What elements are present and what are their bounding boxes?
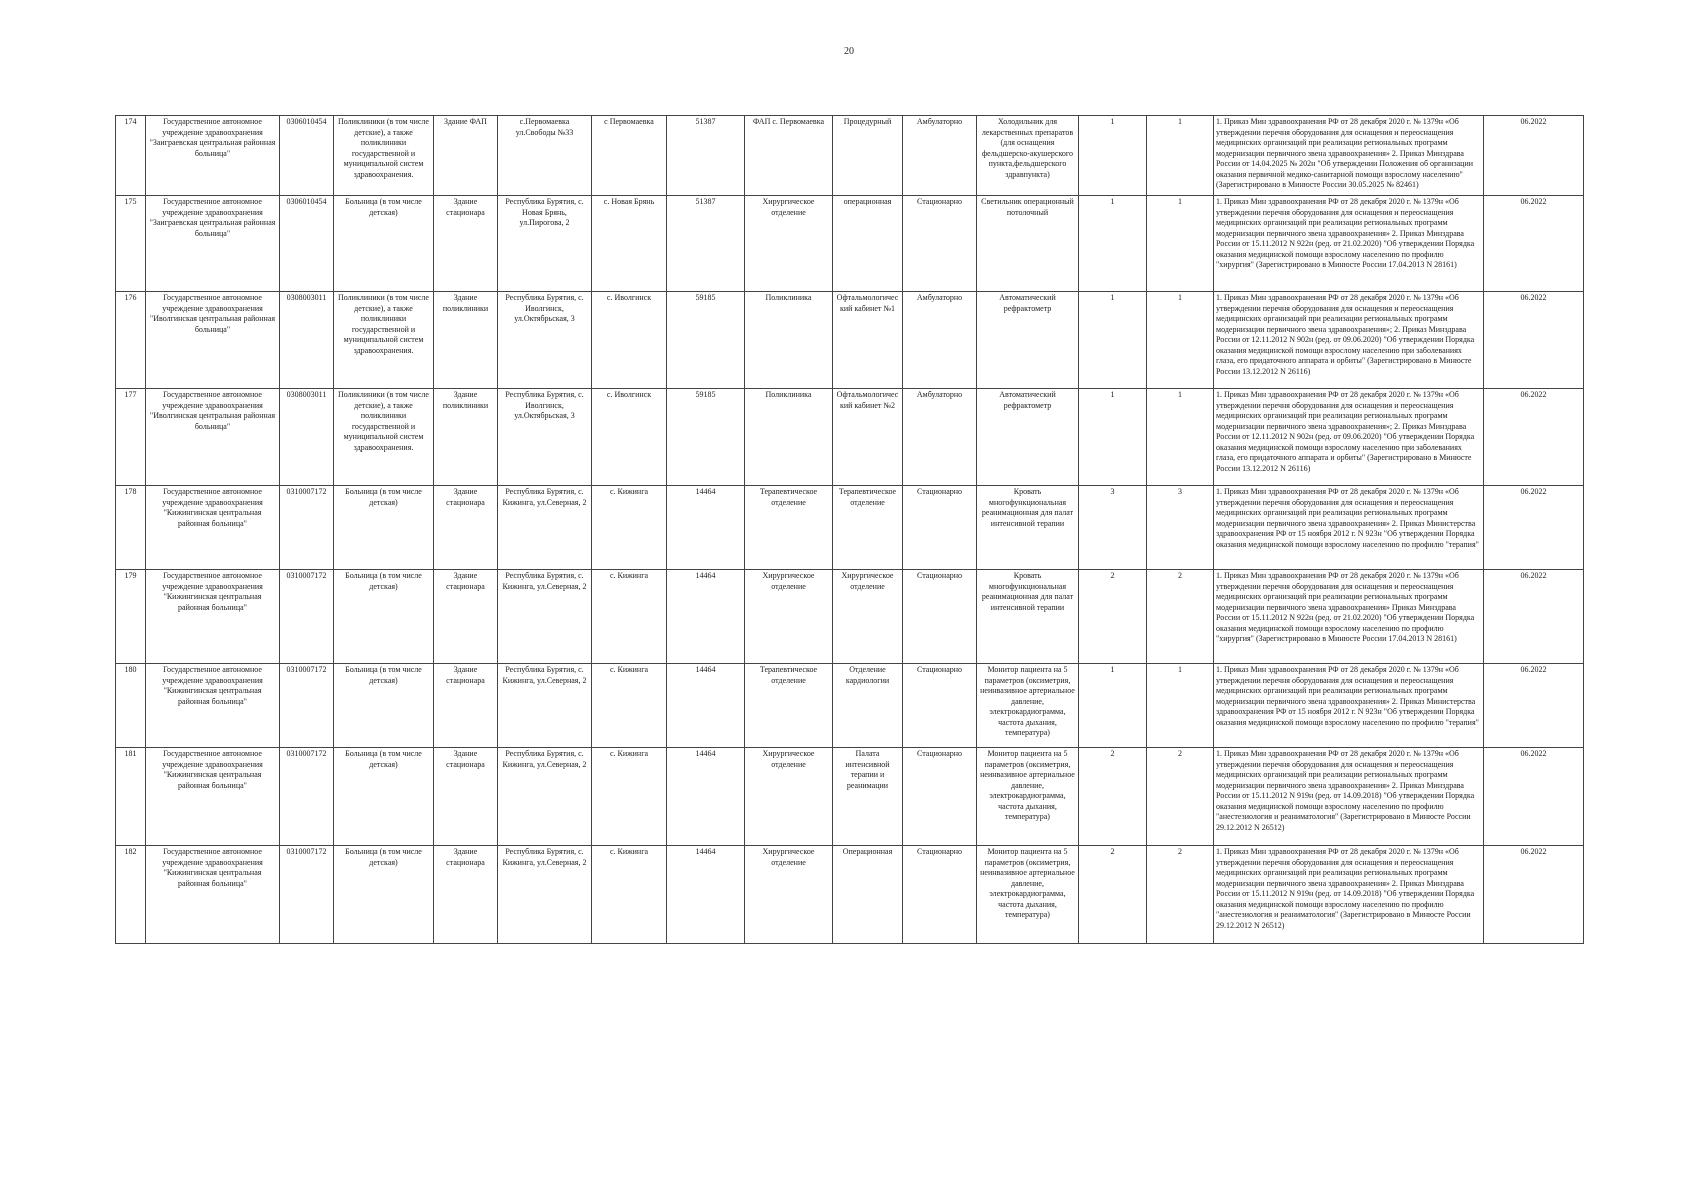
building-cell: Здание стационара: [434, 196, 498, 292]
date-cell: 06.2022: [1484, 486, 1584, 570]
date-cell: 06.2022: [1484, 116, 1584, 196]
quantity-total-cell: 2: [1147, 570, 1214, 664]
building-cell: Здание поликлиники: [434, 292, 498, 389]
division-cell: Хирургическое отделение: [745, 846, 833, 944]
facility-type-cell: Больница (в том числе детская): [334, 748, 434, 846]
address-cell: Республика Бурятия, с. Кижинга, ул.Северная, 2: [498, 570, 592, 664]
row-number-cell: 179: [116, 570, 146, 664]
date-cell: 06.2022: [1484, 292, 1584, 389]
facility-type-cell: Больница (в том числе детская): [334, 664, 434, 748]
table-row: [116, 846, 1584, 944]
quantity-total-cell: 1: [1147, 664, 1214, 748]
equipment-cell: Монитор пациента на 5 параметров (оксиметрия, неинвазивное артериальное давление, электрокардиограмма, частота дыхания, температура): [977, 846, 1079, 944]
quantity-cell: 1: [1079, 116, 1147, 196]
org-code-cell: 0310007172: [280, 486, 334, 570]
facility-type-cell: Поликлиники (в том числе детские), а также поликлиники государственной и муниципальной систем здравоохранения.: [334, 292, 434, 389]
quantity-cell: 1: [1079, 196, 1147, 292]
organization-cell: Государственное автономное учреждение здравоохранения "Заиграевская центральная районная больница": [146, 196, 280, 292]
unit-cell: Офтальмологический кабинет №1: [833, 292, 903, 389]
division-cell: Терапевтическое отделение: [745, 486, 833, 570]
org-code-cell: 0308003011: [280, 292, 334, 389]
facility-type-cell: Поликлиники (в том числе детские), а также поликлиники государственной и муниципальной систем здравоохранения.: [334, 116, 434, 196]
address-cell: Республика Бурятия, с. Новая Брянь, ул.Пирогова, 2: [498, 196, 592, 292]
oktmo-code-cell: 59185: [667, 292, 745, 389]
legal-basis-cell: 1. Приказ Мин здравоохранения РФ от 28 декабря 2020 г. № 1379н «Об утверждении перечня оборудования для оснащения и переоснащения медицинских организаций при реализации региональных программ модернизации первичного звена здравоохранения» 2. Приказ Министерства здравоохранения РФ от 15 ноября 2012 г. N 923н "Об утверждении Порядка оказания медицинской помощи взрослому населению по профилю "терапия": [1214, 664, 1484, 748]
date-cell: 06.2022: [1484, 196, 1584, 292]
row-number-cell: 176: [116, 292, 146, 389]
table-row: [116, 748, 1584, 846]
oktmo-code-cell: 59185: [667, 389, 745, 486]
organization-cell: Государственное автономное учреждение здравоохранения "Кижингинская центральная районная больница": [146, 748, 280, 846]
organization-cell: Государственное автономное учреждение здравоохранения "Кижингинская центральная районная больница": [146, 486, 280, 570]
building-cell: Здание стационара: [434, 846, 498, 944]
date-cell: 06.2022: [1484, 846, 1584, 944]
locality-cell: с. Кижинга: [592, 748, 667, 846]
org-code-cell: 0306010454: [280, 196, 334, 292]
address-cell: с.Первомаевка ул.Свободы №33: [498, 116, 592, 196]
oktmo-code-cell: 14464: [667, 846, 745, 944]
address-cell: Республика Бурятия, с. Иволгинск, ул.Октябрьская, 3: [498, 292, 592, 389]
organization-cell: Государственное автономное учреждение здравоохранения "Иволгинская центральная районная больница": [146, 389, 280, 486]
equipment-cell: Кровать многофункциональная реанимационная для палат интенсивной терапии: [977, 570, 1079, 664]
legal-basis-cell: 1. Приказ Мин здравоохранения РФ от 28 декабря 2020 г. № 1379н «Об утверждении перечня оборудования для оснащения и переоснащения медицинских организаций при реализации региональных программ модернизации первичного звена здравоохранения» 2. Приказ Минздрава России от 15.11.2012 N 922н (ред. от 21.02.2020) "Об утверждении Порядка оказания медицинской помощи взрослому населению по профилю "хирургия" (Зарегистрировано в Минюсте России 17.04.2013 N 28161): [1214, 196, 1484, 292]
row-number-cell: 174: [116, 116, 146, 196]
quantity-total-cell: 1: [1147, 292, 1214, 389]
quantity-total-cell: 1: [1147, 116, 1214, 196]
quantity-cell: 1: [1079, 389, 1147, 486]
legal-basis-cell: 1. Приказ Мин здравоохранения РФ от 28 декабря 2020 г. № 1379н «Об утверждении перечня оборудования для оснащения и переоснащения медицинских организаций при реализации региональных программ модернизации первичного звена здравоохранения» Приказ Минздрава России от 15.11.2012 N 922н (ред. от 21.02.2020) "Об утверждении Порядка оказания медицинской помощи взрослому населению по профилю "хирургия" (Зарегистрировано в Минюсте России 17.04.2013 N 28161): [1214, 570, 1484, 664]
quantity-cell: 2: [1079, 846, 1147, 944]
locality-cell: с. Кижинга: [592, 664, 667, 748]
quantity-total-cell: 2: [1147, 846, 1214, 944]
facility-type-cell: Больница (в том числе детская): [334, 570, 434, 664]
division-cell: Терапевтическое отделение: [745, 664, 833, 748]
legal-basis-cell: 1. Приказ Мин здравоохранения РФ от 28 декабря 2020 г. № 1379н «Об утверждении перечня оборудования для оснащения и переоснащения медицинских организаций при реализации региональных программ модернизации первичного звена здравоохранения» 2. Приказ Минздрава России от 15.11.2012 N 919н (ред. от 14.09.2018) "Об утверждении Порядка оказания медицинской помощи взрослому населению по профилю "анестезиология и реаниматология" (Зарегистрировано в Минюсте России 29.12.2012 N 26512): [1214, 846, 1484, 944]
org-code-cell: 0308003011: [280, 389, 334, 486]
org-code-cell: 0310007172: [280, 664, 334, 748]
division-cell: Поликлиника: [745, 292, 833, 389]
unit-cell: операционная: [833, 196, 903, 292]
table-row: [116, 486, 1584, 570]
care-form-cell: Амбулаторно: [903, 116, 977, 196]
org-code-cell: 0306010454: [280, 116, 334, 196]
facility-type-cell: Больница (в том числе детская): [334, 846, 434, 944]
quantity-total-cell: 1: [1147, 196, 1214, 292]
facility-type-cell: Больница (в том числе детская): [334, 196, 434, 292]
equipment-cell: Холодильник для лекарственных препаратов (для оснащения фельдшерско-акушерского пункта,фельдшерского здравпункта): [977, 116, 1079, 196]
care-form-cell: Амбулаторно: [903, 292, 977, 389]
building-cell: Здание стационара: [434, 664, 498, 748]
unit-cell: Отделение кардиологии: [833, 664, 903, 748]
oktmo-code-cell: 51387: [667, 196, 745, 292]
organization-cell: Государственное автономное учреждение здравоохранения "Кижингинская центральная районная больница": [146, 664, 280, 748]
equipment-cell: Светильник операционный потолочный: [977, 196, 1079, 292]
locality-cell: с. Иволгинск: [592, 292, 667, 389]
locality-cell: с Первомаевка: [592, 116, 667, 196]
care-form-cell: Стационарно: [903, 748, 977, 846]
unit-cell: Палата интенсивной терапии и реанимации: [833, 748, 903, 846]
equipment-cell: Монитор пациента на 5 параметров (оксиметрия, неинвазивное артериальное давление, электрокардиограмма, частота дыхания, температура): [977, 748, 1079, 846]
equipment-cell: Кровать многофункциональная реанимационная для палат интенсивной терапии: [977, 486, 1079, 570]
care-form-cell: Стационарно: [903, 486, 977, 570]
address-cell: Республика Бурятия, с. Кижинга, ул.Северная, 2: [498, 486, 592, 570]
locality-cell: с. Кижинга: [592, 846, 667, 944]
care-form-cell: Стационарно: [903, 196, 977, 292]
quantity-cell: 1: [1079, 292, 1147, 389]
table-row: [116, 292, 1584, 389]
quantity-cell: 3: [1079, 486, 1147, 570]
care-form-cell: Стационарно: [903, 570, 977, 664]
equipment-registry-table: [115, 115, 1584, 944]
division-cell: Хирургическое отделение: [745, 748, 833, 846]
org-code-cell: 0310007172: [280, 846, 334, 944]
care-form-cell: Стационарно: [903, 664, 977, 748]
oktmo-code-cell: 14464: [667, 570, 745, 664]
division-cell: ФАП с. Первомаевка: [745, 116, 833, 196]
table-row: [116, 570, 1584, 664]
organization-cell: Государственное автономное учреждение здравоохранения "Заиграевская центральная районная больница": [146, 116, 280, 196]
row-number-cell: 178: [116, 486, 146, 570]
quantity-total-cell: 3: [1147, 486, 1214, 570]
address-cell: Республика Бурятия, с. Кижинга, ул.Северная, 2: [498, 846, 592, 944]
table-row: [116, 664, 1584, 748]
table-row: [116, 116, 1584, 196]
building-cell: Здание стационара: [434, 570, 498, 664]
unit-cell: Офтальмологический кабинет №2: [833, 389, 903, 486]
equipment-cell: Монитор пациента на 5 параметров (оксиметрия, неинвазивное артериальное давление, электрокардиограмма, частота дыхания, температура): [977, 664, 1079, 748]
legal-basis-cell: 1. Приказ Мин здравоохранения РФ от 28 декабря 2020 г. № 1379н «Об утверждении перечня оборудования для оснащения и переоснащения медицинских организаций при реализации региональных программ модернизации первичного звена здравоохранения» 2. Приказ Министерства здравоохранения РФ от 15 ноября 2012 г. N 923н "Об утверждении Порядка оказания медицинской помощи взрослому населению по профилю "терапия": [1214, 486, 1484, 570]
division-cell: Хирургическое отделение: [745, 570, 833, 664]
equipment-cell: Автоматический рефрактометр: [977, 389, 1079, 486]
facility-type-cell: Поликлиники (в том числе детские), а также поликлиники государственной и муниципальной систем здравоохранения.: [334, 389, 434, 486]
organization-cell: Государственное автономное учреждение здравоохранения "Иволгинская центральная районная больница": [146, 292, 280, 389]
building-cell: Здание стационара: [434, 748, 498, 846]
org-code-cell: 0310007172: [280, 748, 334, 846]
locality-cell: с. Кижинга: [592, 570, 667, 664]
row-number-cell: 182: [116, 846, 146, 944]
division-cell: Хирургическое отделение: [745, 196, 833, 292]
org-code-cell: 0310007172: [280, 570, 334, 664]
row-number-cell: 181: [116, 748, 146, 846]
address-cell: Республика Бурятия, с. Кижинга, ул.Северная, 2: [498, 664, 592, 748]
oktmo-code-cell: 14464: [667, 748, 745, 846]
legal-basis-cell: 1. Приказ Мин здравоохранения РФ от 28 декабря 2020 г. № 1379н «Об утверждении перечня оборудования для оснащения и переоснащения медицинских организаций при реализации региональных программ модернизации первичного звена здравоохранения» 2. Приказ Минздрава России от 15.11.2012 N 919н (ред. от 14.09.2018) "Об утверждении Порядка оказания медицинской помощи взрослому населению по профилю "анестезиология и реаниматология" (Зарегистрировано в Минюсте России 29.12.2012 N 26512): [1214, 748, 1484, 846]
building-cell: Здание стационара: [434, 486, 498, 570]
row-number-cell: 177: [116, 389, 146, 486]
facility-type-cell: Больница (в том числе детская): [334, 486, 434, 570]
legal-basis-cell: 1. Приказ Мин здравоохранения РФ от 28 декабря 2020 г. № 1379н «Об утверждении перечня оборудования для оснащения и переоснащения медицинских организаций при реализации региональных программ модернизации первичного звена здравоохранения» 2. Приказ Минздрава России от 14.04.2025 № 202н "Об утверждении Положения об организации оказания первичной медико-санитарной помощи взрослому населению" (Зарегистрировано в Минюсте России 30.05.2025 № 82461): [1214, 116, 1484, 196]
care-form-cell: Стационарно: [903, 846, 977, 944]
address-cell: Республика Бурятия, с. Иволгинск, ул.Октябрьская, 3: [498, 389, 592, 486]
building-cell: Здание поликлиники: [434, 389, 498, 486]
row-number-cell: 175: [116, 196, 146, 292]
date-cell: 06.2022: [1484, 748, 1584, 846]
page-number: 20: [844, 46, 854, 57]
quantity-cell: 1: [1079, 664, 1147, 748]
building-cell: Здание ФАП: [434, 116, 498, 196]
table-row: [116, 196, 1584, 292]
oktmo-code-cell: 14464: [667, 486, 745, 570]
row-number-cell: 180: [116, 664, 146, 748]
organization-cell: Государственное автономное учреждение здравоохранения "Кижингинская центральная районная больница": [146, 846, 280, 944]
equipment-cell: Автоматический рефрактометр: [977, 292, 1079, 389]
unit-cell: Операционная: [833, 846, 903, 944]
quantity-total-cell: 2: [1147, 748, 1214, 846]
division-cell: Поликлиника: [745, 389, 833, 486]
table-row: [116, 389, 1584, 486]
locality-cell: с. Кижинга: [592, 486, 667, 570]
quantity-cell: 2: [1079, 748, 1147, 846]
oktmo-code-cell: 14464: [667, 664, 745, 748]
legal-basis-cell: 1. Приказ Мин здравоохранения РФ от 28 декабря 2020 г. № 1379н «Об утверждении перечня оборудования для оснащения и переоснащения медицинских организаций при реализации региональных программ модернизации первичного звена здравоохранения»; 2. Приказ Минздрава России от 12.11.2012 N 902н (ред. от 09.06.2020) "Об утверждении Порядка оказания медицинской помощи взрослому населению при заболеваниях глаза, его придаточного аппарата и орбиты" (Зарегистрировано в Минюсте России 13.12.2012 N 26116): [1214, 389, 1484, 486]
unit-cell: Хирургическое отделение: [833, 570, 903, 664]
oktmo-code-cell: 51387: [667, 116, 745, 196]
date-cell: 06.2022: [1484, 664, 1584, 748]
registry-body: [116, 116, 1584, 944]
quantity-total-cell: 1: [1147, 389, 1214, 486]
legal-basis-cell: 1. Приказ Мин здравоохранения РФ от 28 декабря 2020 г. № 1379н «Об утверждении перечня оборудования для оснащения и переоснащения медицинских организаций при реализации региональных программ модернизации первичного звена здравоохранения»; 2. Приказ Минздрава России от 12.11.2012 N 902н (ред. от 09.06.2020) "Об утверждении Порядка оказания медицинской помощи взрослому населению при заболеваниях глаза, его придаточного аппарата и орбиты" (Зарегистрировано в Минюсте России 13.12.2012 N 26116): [1214, 292, 1484, 389]
care-form-cell: Амбулаторно: [903, 389, 977, 486]
date-cell: 06.2022: [1484, 570, 1584, 664]
organization-cell: Государственное автономное учреждение здравоохранения "Кижингинская центральная районная больница": [146, 570, 280, 664]
address-cell: Республика Бурятия, с. Кижинга, ул.Северная, 2: [498, 748, 592, 846]
locality-cell: с. Иволгинск: [592, 389, 667, 486]
unit-cell: Процедурный: [833, 116, 903, 196]
unit-cell: Терапевтическое отделение: [833, 486, 903, 570]
quantity-cell: 2: [1079, 570, 1147, 664]
locality-cell: с. Новая Брянь: [592, 196, 667, 292]
date-cell: 06.2022: [1484, 389, 1584, 486]
